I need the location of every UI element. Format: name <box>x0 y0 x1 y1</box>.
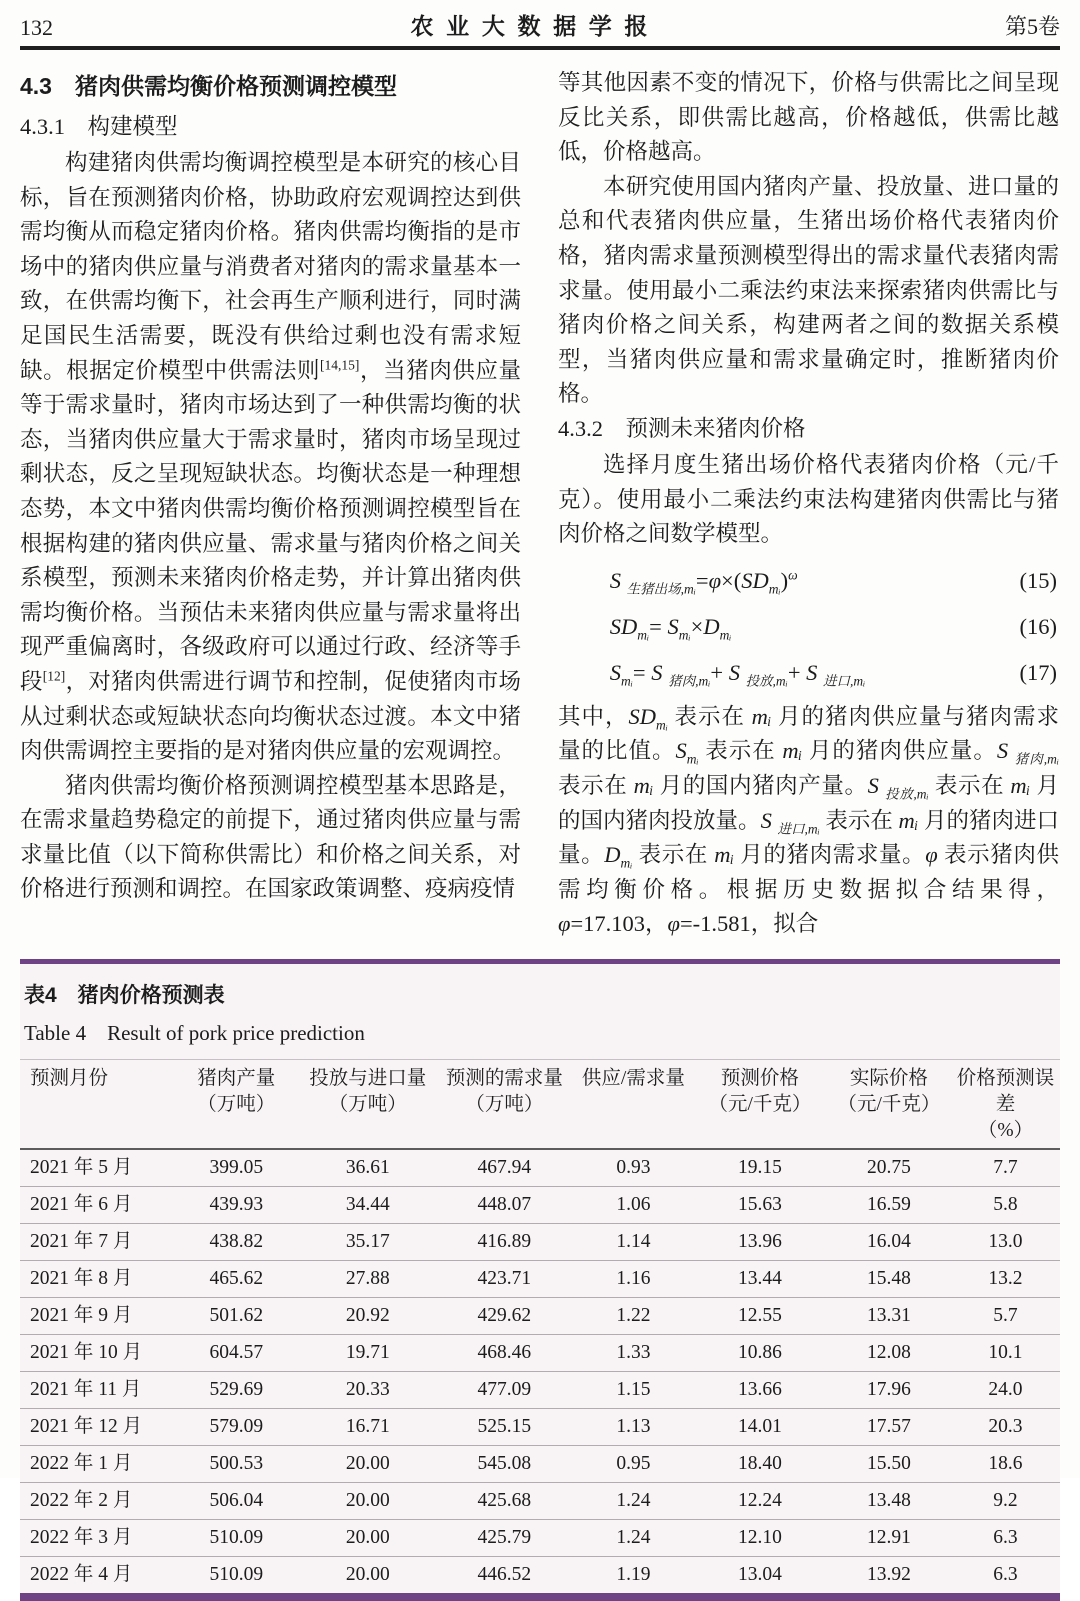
column-header-3 <box>301 1059 435 1149</box>
table-cell: 2021 年 12 月 <box>20 1408 172 1445</box>
table-cell: 2021 年 11 月 <box>20 1371 172 1408</box>
column-header-label: 实际价格 <box>849 1067 928 1089</box>
column-header-unit: （万吨） <box>328 1093 407 1115</box>
table-cell: 5.7 <box>951 1297 1060 1334</box>
table-cell: 423.71 <box>435 1260 574 1297</box>
table-row <box>20 1482 1060 1519</box>
subsection-heading-4-3-1: 4.3.1 构建模型 <box>20 114 178 139</box>
table-cell: 18.40 <box>693 1445 827 1482</box>
table-cell: 12.55 <box>693 1297 827 1334</box>
column-header-unit: （元/千克） <box>837 1093 941 1115</box>
table-header-row <box>20 1059 1060 1149</box>
table-cell: 0.93 <box>574 1149 693 1187</box>
table-row <box>20 1371 1060 1408</box>
table-cell: 16.59 <box>827 1186 951 1223</box>
running-head <box>20 0 1060 41</box>
table-cell: 13.04 <box>737 1563 782 1585</box>
table-cell: 6.3 <box>951 1519 1060 1556</box>
page-number: 132 <box>20 15 53 40</box>
column-header-7 <box>827 1059 951 1149</box>
table-row <box>20 1223 1060 1260</box>
column-header-label: 供应/需求量 <box>581 1067 685 1089</box>
table-cell: 36.61 <box>301 1149 435 1187</box>
equation-block <box>558 558 1059 696</box>
table-cell: 501.62 <box>172 1297 301 1334</box>
table-cell: 13.31 <box>827 1297 951 1334</box>
table-row <box>20 1445 1060 1482</box>
column-header-unit: （元/千克） <box>708 1093 812 1115</box>
column-header-unit <box>576 1092 691 1118</box>
table-cell: 465.62 <box>172 1260 301 1297</box>
table-cell: 12.91 <box>827 1519 951 1556</box>
table-cell: 500.53 <box>172 1445 301 1482</box>
table-row <box>20 1186 1060 1223</box>
table-cell: 20.33 <box>301 1371 435 1408</box>
equation-16 <box>558 604 1059 650</box>
table-cell: 20.00 <box>301 1482 435 1519</box>
table-body <box>20 1149 1060 1593</box>
table-header <box>20 1059 1060 1149</box>
journal-title: 农业大数据学报 <box>410 13 661 39</box>
column-header-label: 预测价格 <box>720 1067 799 1089</box>
table-cell: 12.24 <box>693 1482 827 1519</box>
table-cell: 17.96 <box>827 1371 951 1408</box>
table-cell: 13.66 <box>693 1371 827 1408</box>
table-cell: 35.17 <box>301 1223 435 1260</box>
column-header-8 <box>951 1059 1060 1149</box>
table-row <box>20 1519 1060 1556</box>
table-cell: 1.24 <box>574 1482 693 1519</box>
table-cell: 12.10 <box>693 1519 827 1556</box>
table-cell: 2021 年 6 月 <box>20 1186 172 1223</box>
volume-label: 第5卷 <box>1004 14 1060 39</box>
table-cell: 510.09 <box>172 1519 301 1556</box>
column-header-1 <box>20 1059 172 1149</box>
column-header-unit: （万吨） <box>197 1093 276 1115</box>
table-cell: 17.57 <box>827 1408 951 1445</box>
pork-price-prediction-table <box>20 1059 1060 1593</box>
table-cell: 13.48 <box>827 1482 951 1519</box>
table-cell: 24.0 <box>951 1371 1060 1408</box>
column-header-unit <box>30 1092 170 1118</box>
table-cell: 2021 年 8 月 <box>20 1260 172 1297</box>
equation-number: (15) <box>1019 567 1057 593</box>
table-cell: 13.92 <box>867 1563 911 1585</box>
paragraph-basic-idea: 猪肉供需均衡价格预测调控模型基本思路是，在需求量趋势稳定的前提下，通过猪肉供应量与需求量比值（以下简称供需比）和价格之间关系，对价格进行预测和调控。在国家政策调整、疫病疫情 <box>20 772 521 902</box>
table-cell: 7.7 <box>951 1149 1060 1187</box>
table-cell: 18.6 <box>951 1445 1060 1482</box>
column-header-unit: （%） <box>977 1119 1034 1141</box>
table-cell: 1.16 <box>574 1260 693 1297</box>
table-cell: 13.96 <box>693 1223 827 1260</box>
table-cell: 2021 年 7 月 <box>20 1223 172 1260</box>
table-cell: 15.50 <box>827 1445 951 1482</box>
table-cell: 429.62 <box>435 1297 574 1334</box>
table-cell: 416.89 <box>435 1223 574 1260</box>
column-header-4 <box>435 1059 574 1149</box>
right-column <box>558 66 1059 942</box>
equation-body: S $_{生猪出场,mᵢ}=\varphi\times(SD_{mᵢ})^\omega$ <box>609 567 798 597</box>
paragraph-model-construction: 构建猪肉供需均衡调控模型是本研究的核心目标，旨在预测猪肉价格，协助政府宏观调控达到供需均衡从而稳定猪肉价格。猪肉供需均衡指的是市场中的猪肉供应量与消费者对猪肉的需求量基本一致，在供需均衡下，社会再生产顺利进行，同时满足国民生活需要，既没有供给过剩也没有需求短缺。根据定价模型中供需法则[14,15]，当猪肉供应量等于需求量时，猪肉市场达到了一种供需均衡的状态，当猪肉供应量大于需求量时，猪肉市场呈现过剩状态，反之呈现短缺状态。均衡状态是一种理想态势，本文中猪肉供需均衡价格预测调控模型旨在根据构建的猪肉供应量、需求量与猪肉价格之间关系模型，预测未来猪肉价格走势，并计算出猪肉供需均衡价格。当预估未来猪肉供应量与需求量将出现严重偏离时，各级政府可以通过行政、经济等手段[12]，对猪肉供需进行调节和控制，促使猪肉市场从过剩状态或短缺状态向均衡状态过渡。本文中猪肉供需调控主要指的是对猪肉供应量的宏观调控。 <box>20 150 521 764</box>
table-cell: 439.93 <box>172 1186 301 1223</box>
table-cell: 34.44 <box>301 1186 435 1223</box>
table-cell: 545.08 <box>435 1445 574 1482</box>
column-header-label: 猪肉产量 <box>197 1067 276 1089</box>
left-column <box>20 66 521 942</box>
table-cell: 506.04 <box>172 1482 301 1519</box>
body-columns <box>20 66 1060 942</box>
table-bottom-divider <box>20 1593 1060 1601</box>
table-cell: 20.00 <box>345 1563 390 1585</box>
section-heading-4-3: 4.3 猪肉供需均衡价格预测调控模型 <box>20 73 397 99</box>
table-cell: 10.1 <box>951 1334 1060 1371</box>
table-cell: 2022 年 1 月 <box>20 1445 172 1482</box>
table-cell: 2021 年 9 月 <box>20 1297 172 1334</box>
table-cell: 9.2 <box>951 1482 1060 1519</box>
table-cell: 2022 年 2 月 <box>20 1482 172 1519</box>
table-cell: 477.09 <box>435 1371 574 1408</box>
table-cell: 529.69 <box>172 1371 301 1408</box>
equation-body: $S_{mᵢ}= S$ $_{猪肉,mᵢ}$+ S $_{投放,mᵢ}$+ S $_{进口,mᵢ}$ <box>609 659 866 689</box>
table-cell: 27.88 <box>301 1260 435 1297</box>
table-cell: 1.33 <box>574 1334 693 1371</box>
table-title-english: Table 4 Result of pork price prediction <box>24 1020 365 1045</box>
paragraph-price-selection: 选择月度生猪出场价格代表猪肉价格（元/千克）。使用最小二乘法约束法构建猪肉供需比与猪肉价格之间数学模型。 <box>558 451 1059 547</box>
table-cell: 510.09 <box>209 1563 264 1585</box>
table-row <box>20 1297 1060 1334</box>
table-row <box>20 1334 1060 1371</box>
equation-15 <box>558 558 1059 604</box>
column-header-2 <box>172 1059 301 1149</box>
equation-number: (17) <box>1019 659 1057 685</box>
equation-17 <box>558 650 1059 696</box>
table-cell: 19.15 <box>693 1149 827 1187</box>
paragraph-research-method: 本研究使用国内猪肉产量、投放量、进口量的总和代表猪肉供应量，生猪出场价格代表猪肉价格，猪肉需求量预测模型得出的需求量代表猪肉需求量。使用最小二乘法约束法来探索猪肉供需比与猪肉价格之间关系，构建两者之间的数据关系模型，当猪肉供应量和需求量确定时，推断猪肉价格。 <box>558 173 1059 407</box>
table-row <box>20 1260 1060 1297</box>
table-row <box>20 1408 1060 1445</box>
table-cell: 10.86 <box>693 1334 827 1371</box>
table-cell: 1.14 <box>574 1223 693 1260</box>
table-cell: 438.82 <box>172 1223 301 1260</box>
table-title-chinese: 表4 猪肉价格预测表 <box>24 983 225 1007</box>
table-cell: 5.8 <box>951 1186 1060 1223</box>
table-cell: 1.22 <box>574 1297 693 1334</box>
table-cell: 1.24 <box>574 1519 693 1556</box>
table-cell: 20.75 <box>827 1149 951 1187</box>
table-cell: 1.15 <box>574 1371 693 1408</box>
table-cell: 399.05 <box>172 1149 301 1187</box>
column-header-label: 预测月份 <box>30 1067 109 1089</box>
table-cell: 13.44 <box>693 1260 827 1297</box>
equation-body: $SD_{mᵢ}= S_{mᵢ}\times D_{mᵢ}$ <box>609 613 732 643</box>
table-cell: 604.57 <box>172 1334 301 1371</box>
table-row <box>20 1556 1060 1593</box>
table-cell: 0.95 <box>574 1445 693 1482</box>
table-cell: 12.08 <box>827 1334 951 1371</box>
table-cell: 20.92 <box>301 1297 435 1334</box>
column-header-label: 价格预测误差 <box>956 1067 1055 1115</box>
table-cell: 2022 年 4 月 <box>30 1563 133 1585</box>
paragraph-symbol-definitions: 其中，$SD_{mᵢ}$ 表示在 mᵢ 月的猪肉供应量与猪肉需求量的比值。$S_{mᵢ}$ 表示在 mᵢ 月的猪肉供应量。S $_{猪肉,mᵢ}$ 表示在 mᵢ 月的国内猪肉产量。S $_{投放,mᵢ}$ 表示在 mᵢ 月的国内猪肉投放量。S $_{进口,mᵢ}$ 表示在 mᵢ 月的猪肉进口量。$D_{mᵢ}$ 表示在 mᵢ 月的猪肉需求量。φ 表示猪肉供需均衡价格。根据历史数据拟合结果得，φ=17.103，φ=-1.581，拟合 <box>558 703 1059 937</box>
table-cell: 13.2 <box>951 1260 1060 1297</box>
table-cell: 525.15 <box>435 1408 574 1445</box>
subsection-heading-4-3-2: 4.3.2 预测未来猪肉价格 <box>558 415 806 441</box>
table-cell: 448.07 <box>435 1186 574 1223</box>
table-cell: 15.48 <box>827 1260 951 1297</box>
table-cell: 425.68 <box>435 1482 574 1519</box>
equation-number: (16) <box>1019 613 1057 639</box>
column-header-label: 投放与进口量 <box>309 1067 427 1089</box>
paragraph-continuation: 等其他因素不变的情况下，价格与供需比之间呈现反比关系，即供需比越高，价格越低，供需比越低，价格越高。 <box>558 70 1059 165</box>
table-cell: 2022 年 3 月 <box>20 1519 172 1556</box>
column-header-5 <box>574 1059 693 1149</box>
table-cell: 20.3 <box>951 1408 1060 1445</box>
table-cell: 468.46 <box>435 1334 574 1371</box>
table-section <box>20 959 1060 1601</box>
table-cell: 20.00 <box>301 1519 435 1556</box>
table-cell: 1.13 <box>574 1408 693 1445</box>
table-cell: 579.09 <box>172 1408 301 1445</box>
table-cell: 15.63 <box>693 1186 827 1223</box>
table-cell: 1.19 <box>616 1563 651 1585</box>
table-cell: 2021 年 10 月 <box>20 1334 172 1371</box>
table-cell: 19.71 <box>301 1334 435 1371</box>
table-cell: 16.71 <box>301 1408 435 1445</box>
table-row <box>20 1149 1060 1187</box>
table-cell: 6.3 <box>993 1563 1018 1585</box>
column-header-6 <box>693 1059 827 1149</box>
column-header-unit: （万吨） <box>465 1093 544 1115</box>
table-cell: 14.01 <box>693 1408 827 1445</box>
table-cell: 2021 年 5 月 <box>20 1149 172 1187</box>
table-cell: 467.94 <box>435 1149 574 1187</box>
column-header-label: 预测的需求量 <box>445 1067 563 1089</box>
table-cell: 1.06 <box>574 1186 693 1223</box>
table-cell: 446.52 <box>477 1563 532 1585</box>
table-cell: 13.0 <box>951 1223 1060 1260</box>
header-rule <box>20 46 1060 50</box>
table-cell: 20.00 <box>301 1445 435 1482</box>
table-cell: 425.79 <box>435 1519 574 1556</box>
table-cell: 16.04 <box>827 1223 951 1260</box>
